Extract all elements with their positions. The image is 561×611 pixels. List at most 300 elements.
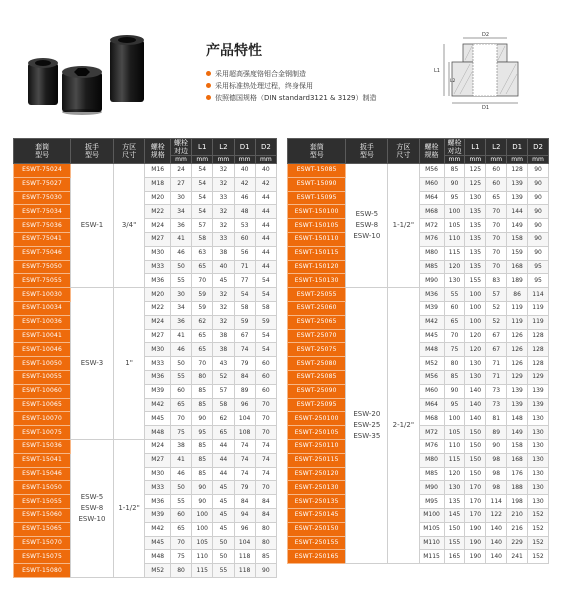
table-row xyxy=(14,191,277,205)
bolt-size-cell: M64 xyxy=(419,191,444,205)
l2-cell: 50 xyxy=(213,536,234,550)
across-flats-cell: 75 xyxy=(170,426,191,440)
l2-cell: 57 xyxy=(486,288,507,302)
socket-product-photo xyxy=(18,28,168,118)
socket-code-cell: ESWT-75050 xyxy=(14,260,71,274)
l2-cell: 71 xyxy=(486,370,507,384)
socket-code-cell: ESWT-15080 xyxy=(14,564,71,578)
d1-cell: 176 xyxy=(507,467,528,481)
d2-cell: 44 xyxy=(255,205,276,219)
socket-code-cell: ESWT-10055 xyxy=(14,370,71,384)
d1-cell: 198 xyxy=(507,495,528,509)
bolt-size-cell: M68 xyxy=(419,412,444,426)
bolt-size-cell: M48 xyxy=(145,550,170,564)
bullet-icon xyxy=(206,83,211,88)
d1-cell: 53 xyxy=(234,219,255,233)
l2-cell: 43 xyxy=(213,357,234,371)
table-row xyxy=(14,481,277,495)
table-row xyxy=(14,370,277,384)
across-flats-cell: 46 xyxy=(170,246,191,260)
l2-cell: 122 xyxy=(486,508,507,522)
dim-label-d1: D1 xyxy=(482,105,490,110)
l1-cell: 90 xyxy=(192,495,213,509)
across-flats-cell: 70 xyxy=(170,536,191,550)
l1-cell: 65 xyxy=(192,329,213,343)
d1-cell: 188 xyxy=(507,481,528,495)
d1-cell: 139 xyxy=(507,384,528,398)
d2-cell: 58 xyxy=(255,301,276,315)
table-row xyxy=(14,260,277,274)
l2-cell: 140 xyxy=(486,550,507,564)
l1-cell: 130 xyxy=(465,357,486,371)
table-row xyxy=(14,329,277,343)
l1-cell: 100 xyxy=(465,288,486,302)
across-flats-cell: 27 xyxy=(170,177,191,191)
l2-cell: 90 xyxy=(486,439,507,453)
bolt-size-cell: M33 xyxy=(145,481,170,495)
across-flats-cell: 90 xyxy=(444,384,465,398)
l2-cell: 33 xyxy=(213,191,234,205)
across-flats-cell: 105 xyxy=(444,219,465,233)
l1-cell: 100 xyxy=(465,315,486,329)
d1-cell: 139 xyxy=(507,398,528,412)
d1-cell: 159 xyxy=(507,246,528,260)
d1-cell: 79 xyxy=(234,481,255,495)
l2-cell: 58 xyxy=(213,398,234,412)
l1-cell: 57 xyxy=(192,219,213,233)
drive-size-cell: 3/4" xyxy=(113,164,145,288)
d2-cell: 90 xyxy=(528,205,549,219)
l2-cell: 44 xyxy=(213,453,234,467)
across-flats-cell: 50 xyxy=(170,357,191,371)
d1-cell: 128 xyxy=(507,164,528,178)
bolt-size-cell: M39 xyxy=(145,508,170,522)
d1-cell: 59 xyxy=(234,315,255,329)
bolt-size-cell: M76 xyxy=(419,232,444,246)
l1-cell: 54 xyxy=(192,205,213,219)
bolt-size-cell: M45 xyxy=(145,412,170,426)
l2-cell: 140 xyxy=(486,522,507,536)
l1-cell: 85 xyxy=(192,439,213,453)
l2-cell: 32 xyxy=(213,315,234,329)
unit-mm: mm xyxy=(486,156,507,164)
d2-cell: 70 xyxy=(255,398,276,412)
l1-cell: 150 xyxy=(465,426,486,440)
across-flats-cell: 115 xyxy=(444,453,465,467)
socket-code-cell: ESWT-150105 xyxy=(288,219,346,233)
l1-cell: 120 xyxy=(465,343,486,357)
l2-cell: 45 xyxy=(213,481,234,495)
socket-code-cell: ESWT-10050 xyxy=(14,357,71,371)
spec-table-left xyxy=(13,138,277,578)
d1-cell: 229 xyxy=(507,536,528,550)
l2-cell: 70 xyxy=(486,232,507,246)
l2-cell: 52 xyxy=(486,301,507,315)
d1-cell: 144 xyxy=(507,205,528,219)
d2-cell: 130 xyxy=(528,495,549,509)
d2-cell: 40 xyxy=(255,164,276,178)
d1-cell: 104 xyxy=(234,412,255,426)
l2-cell: 45 xyxy=(213,508,234,522)
bolt-size-cell: M22 xyxy=(145,301,170,315)
l1-cell: 135 xyxy=(465,205,486,219)
bolt-size-cell: M80 xyxy=(419,453,444,467)
d2-cell: 119 xyxy=(528,315,549,329)
l2-cell: 60 xyxy=(486,164,507,178)
bolt-size-cell: M80 xyxy=(419,246,444,260)
socket-code-cell: ESWT-250165 xyxy=(288,550,346,564)
d1-cell: 139 xyxy=(507,177,528,191)
feature-list xyxy=(206,68,377,104)
socket-code-cell: ESWT-250120 xyxy=(288,467,346,481)
d2-cell: 130 xyxy=(528,467,549,481)
dim-label-d2: D2 xyxy=(482,32,490,38)
l2-cell: 45 xyxy=(213,495,234,509)
l1-cell: 110 xyxy=(192,550,213,564)
socket-code-cell: ESWT-10046 xyxy=(14,343,71,357)
table-row xyxy=(14,177,277,191)
socket-code-cell: ESWT-250115 xyxy=(288,453,346,467)
l1-cell: 70 xyxy=(192,357,213,371)
l1-cell: 54 xyxy=(192,177,213,191)
table-row xyxy=(14,564,277,578)
d1-cell: 67 xyxy=(234,329,255,343)
bolt-size-cell: M39 xyxy=(419,301,444,315)
product-header xyxy=(0,0,561,138)
unit-mm: mm xyxy=(255,156,276,164)
d2-cell: 84 xyxy=(255,508,276,522)
unit-mm: mm xyxy=(192,156,213,164)
d1-cell: 168 xyxy=(507,260,528,274)
d1-cell: 148 xyxy=(507,412,528,426)
l1-cell: 54 xyxy=(192,164,213,178)
table-row xyxy=(14,343,277,357)
d1-cell: 210 xyxy=(507,508,528,522)
l1-cell: 140 xyxy=(465,384,486,398)
l1-cell: 80 xyxy=(192,370,213,384)
l2-cell: 81 xyxy=(486,412,507,426)
d1-cell: 40 xyxy=(234,164,255,178)
l1-cell: 150 xyxy=(465,467,486,481)
bolt-size-cell: M76 xyxy=(419,439,444,453)
bolt-size-cell: M36 xyxy=(145,274,170,288)
unit-mm: mm xyxy=(213,156,234,164)
across-flats-cell: 130 xyxy=(444,274,465,288)
drive-size-cell: 1-1/2" xyxy=(113,439,145,577)
bolt-size-cell: M45 xyxy=(145,536,170,550)
d1-cell: 48 xyxy=(234,205,255,219)
socket-code-cell: ESWT-250130 xyxy=(288,481,346,495)
across-flats-cell: 130 xyxy=(444,481,465,495)
unit-mm: mm xyxy=(234,156,255,164)
bolt-size-cell: M16 xyxy=(145,164,170,178)
table-row xyxy=(14,522,277,536)
d1-cell: 149 xyxy=(507,426,528,440)
l2-cell: 33 xyxy=(213,232,234,246)
col-header-l1: L1 xyxy=(465,139,486,156)
across-flats-cell: 41 xyxy=(170,232,191,246)
col-header-wrench: 扳手 型号 xyxy=(71,139,113,164)
d1-cell: 96 xyxy=(234,398,255,412)
d2-cell: 130 xyxy=(528,453,549,467)
l1-cell: 85 xyxy=(192,384,213,398)
d1-cell: 158 xyxy=(507,439,528,453)
d2-cell: 44 xyxy=(255,219,276,233)
bolt-size-cell: M39 xyxy=(145,384,170,398)
socket-code-cell: ESWT-15036 xyxy=(14,439,71,453)
across-flats-cell: 55 xyxy=(170,370,191,384)
across-flats-cell: 55 xyxy=(170,274,191,288)
d2-cell: 74 xyxy=(255,439,276,453)
across-flats-cell: 30 xyxy=(170,191,191,205)
l1-cell: 85 xyxy=(192,398,213,412)
across-flats-cell: 70 xyxy=(170,412,191,426)
bolt-size-cell: M48 xyxy=(419,343,444,357)
socket-code-cell: ESWT-10065 xyxy=(14,398,71,412)
bullet-icon xyxy=(206,71,211,76)
across-flats-cell: 115 xyxy=(444,246,465,260)
d1-cell: 168 xyxy=(507,453,528,467)
l1-cell: 70 xyxy=(192,274,213,288)
d1-cell: 46 xyxy=(234,191,255,205)
l1-cell: 120 xyxy=(465,329,486,343)
l2-cell: 65 xyxy=(213,426,234,440)
l2-cell: 70 xyxy=(486,246,507,260)
socket-code-cell: ESWT-75055 xyxy=(14,274,71,288)
across-flats-cell: 95 xyxy=(444,191,465,205)
bolt-size-cell: M20 xyxy=(145,191,170,205)
across-flats-cell: 95 xyxy=(444,398,465,412)
socket-code-cell: ESWT-15095 xyxy=(288,191,346,205)
unit-mm: mm xyxy=(444,156,465,164)
d2-cell: 152 xyxy=(528,508,549,522)
l1-cell: 105 xyxy=(192,536,213,550)
spec-table-right xyxy=(287,138,549,564)
socket-code-cell: ESWT-25070 xyxy=(288,329,346,343)
socket-code-cell: ESWT-75041 xyxy=(14,232,71,246)
d1-cell: 77 xyxy=(234,274,255,288)
l1-cell: 135 xyxy=(465,232,486,246)
l1-cell: 54 xyxy=(192,191,213,205)
socket-code-cell: ESWT-10030 xyxy=(14,288,71,302)
table-row xyxy=(14,550,277,564)
l2-cell: 32 xyxy=(213,177,234,191)
feature-item: 采用标准热处理过程，终身保用 xyxy=(206,80,377,92)
l2-cell: 40 xyxy=(213,260,234,274)
bolt-size-cell: M52 xyxy=(419,357,444,371)
d1-cell: 149 xyxy=(507,219,528,233)
col-header-bolt: 螺栓 规格 xyxy=(145,139,170,164)
bolt-size-cell: M42 xyxy=(145,522,170,536)
socket-code-cell: ESWT-25055 xyxy=(288,288,346,302)
table-row xyxy=(288,164,549,178)
col-header-drive: 方区 尺寸 xyxy=(113,139,145,164)
bolt-size-cell: M115 xyxy=(419,550,444,564)
d2-cell: 44 xyxy=(255,232,276,246)
feature-item: 依照德国规格（DIN standard3121 & 3129）制造 xyxy=(206,92,377,104)
bolt-size-cell: M36 xyxy=(419,288,444,302)
l2-cell: 44 xyxy=(213,467,234,481)
l2-cell: 67 xyxy=(486,343,507,357)
col-header-code: 套筒 型号 xyxy=(288,139,346,164)
col-header-af: 螺栓 对边 xyxy=(170,139,191,156)
table-row xyxy=(14,274,277,288)
d2-cell: 70 xyxy=(255,481,276,495)
bolt-size-cell: M90 xyxy=(419,274,444,288)
col-header-wrench: 扳手 型号 xyxy=(346,139,388,164)
l2-cell: 44 xyxy=(213,439,234,453)
bolt-size-cell: M100 xyxy=(419,508,444,522)
dim-label-l2: L2 xyxy=(450,79,456,84)
l1-cell: 85 xyxy=(192,453,213,467)
l2-cell: 60 xyxy=(486,177,507,191)
d1-cell: 126 xyxy=(507,329,528,343)
d2-cell: 44 xyxy=(255,191,276,205)
across-flats-cell: 34 xyxy=(170,205,191,219)
across-flats-cell: 41 xyxy=(170,329,191,343)
d1-cell: 189 xyxy=(507,274,528,288)
d1-cell: 119 xyxy=(507,315,528,329)
across-flats-cell: 55 xyxy=(170,495,191,509)
col-header-l2: L2 xyxy=(213,139,234,156)
across-flats-cell: 155 xyxy=(444,536,465,550)
socket-code-cell: ESWT-75046 xyxy=(14,246,71,260)
d2-cell: 74 xyxy=(255,467,276,481)
across-flats-cell: 120 xyxy=(444,467,465,481)
table-row xyxy=(14,246,277,260)
d1-cell: 74 xyxy=(234,439,255,453)
l2-cell: 32 xyxy=(213,164,234,178)
across-flats-cell: 24 xyxy=(170,164,191,178)
d1-cell: 139 xyxy=(507,191,528,205)
table-row xyxy=(14,439,277,453)
table-row xyxy=(14,232,277,246)
d1-cell: 58 xyxy=(234,301,255,315)
l2-cell: 32 xyxy=(213,301,234,315)
table-row xyxy=(14,164,277,178)
col-header-bolt: 螺栓 规格 xyxy=(419,139,444,164)
l1-cell: 62 xyxy=(192,315,213,329)
l1-cell: 130 xyxy=(465,191,486,205)
l1-cell: 170 xyxy=(465,481,486,495)
bolt-size-cell: M60 xyxy=(419,177,444,191)
across-flats-cell: 65 xyxy=(170,398,191,412)
d2-cell: 70 xyxy=(255,426,276,440)
feature-item: 采用超高强度铬钼合金钢制造 xyxy=(206,68,377,80)
l2-cell: 73 xyxy=(486,398,507,412)
bolt-size-cell: M60 xyxy=(419,384,444,398)
across-flats-cell: 50 xyxy=(170,260,191,274)
l2-cell: 57 xyxy=(213,384,234,398)
d2-cell: 54 xyxy=(255,329,276,343)
d2-cell: 130 xyxy=(528,439,549,453)
across-flats-cell: 55 xyxy=(444,288,465,302)
l1-cell: 135 xyxy=(465,219,486,233)
d1-cell: 129 xyxy=(507,370,528,384)
socket-code-cell: ESWT-15085 xyxy=(288,164,346,178)
bolt-size-cell: M68 xyxy=(419,205,444,219)
unit-mm: mm xyxy=(170,156,191,164)
col-header-d2: D2 xyxy=(255,139,276,156)
socket-code-cell: ESWT-25065 xyxy=(288,315,346,329)
l2-cell: 73 xyxy=(486,384,507,398)
l1-cell: 190 xyxy=(465,536,486,550)
bolt-size-cell: M90 xyxy=(419,481,444,495)
d2-cell: 85 xyxy=(255,550,276,564)
bolt-size-cell: M33 xyxy=(145,357,170,371)
l1-cell: 170 xyxy=(465,508,486,522)
wrench-model-cell: ESW-5 ESW-8 ESW-10 xyxy=(346,164,388,288)
bolt-size-cell: M85 xyxy=(419,260,444,274)
bolt-size-cell: M52 xyxy=(145,564,170,578)
d1-cell: 79 xyxy=(234,357,255,371)
d1-cell: 84 xyxy=(234,370,255,384)
across-flats-cell: 60 xyxy=(170,384,191,398)
socket-code-cell: ESWT-150120 xyxy=(288,260,346,274)
d2-cell: 90 xyxy=(528,191,549,205)
across-flats-cell: 85 xyxy=(444,370,465,384)
table-row xyxy=(14,301,277,315)
col-header-l1: L1 xyxy=(192,139,213,156)
bolt-size-cell: M24 xyxy=(145,439,170,453)
d2-cell: 152 xyxy=(528,536,549,550)
l2-cell: 50 xyxy=(213,550,234,564)
l1-cell: 140 xyxy=(465,398,486,412)
table-row xyxy=(14,357,277,371)
drive-size-cell: 2-1/2" xyxy=(388,288,419,564)
l1-cell: 130 xyxy=(465,370,486,384)
d1-cell: 74 xyxy=(234,467,255,481)
socket-code-cell: ESWT-10075 xyxy=(14,426,71,440)
l2-cell: 98 xyxy=(486,453,507,467)
l2-cell: 32 xyxy=(213,219,234,233)
d1-cell: 54 xyxy=(234,288,255,302)
across-flats-cell: 135 xyxy=(444,495,465,509)
bolt-size-cell: M24 xyxy=(145,219,170,233)
across-flats-cell: 34 xyxy=(170,301,191,315)
d1-cell: 118 xyxy=(234,550,255,564)
socket-code-cell: ESWT-250110 xyxy=(288,439,346,453)
l2-cell: 38 xyxy=(213,246,234,260)
bolt-size-cell: M30 xyxy=(145,246,170,260)
across-flats-cell: 46 xyxy=(170,467,191,481)
across-flats-cell: 36 xyxy=(170,315,191,329)
table-row xyxy=(14,288,277,302)
socket-code-cell: ESWT-75027 xyxy=(14,177,71,191)
d2-cell: 128 xyxy=(528,357,549,371)
socket-code-cell: ESWT-15055 xyxy=(14,495,71,509)
d2-cell: 54 xyxy=(255,274,276,288)
socket-code-cell: ESWT-10036 xyxy=(14,315,71,329)
col-header-d2: D2 xyxy=(528,139,549,156)
col-header-l2: L2 xyxy=(486,139,507,156)
d1-cell: 96 xyxy=(234,522,255,536)
socket-code-cell: ESWT-75036 xyxy=(14,219,71,233)
l2-cell: 98 xyxy=(486,481,507,495)
d2-cell: 129 xyxy=(528,370,549,384)
d1-cell: 74 xyxy=(234,343,255,357)
d2-cell: 95 xyxy=(528,260,549,274)
l2-cell: 52 xyxy=(213,370,234,384)
table-row xyxy=(14,536,277,550)
across-flats-cell: 41 xyxy=(170,453,191,467)
across-flats-cell: 120 xyxy=(444,260,465,274)
socket-code-cell: ESWT-25085 xyxy=(288,370,346,384)
socket-code-cell: ESWT-25060 xyxy=(288,301,346,315)
d1-cell: 71 xyxy=(234,260,255,274)
l2-cell: 140 xyxy=(486,536,507,550)
d2-cell: 74 xyxy=(255,453,276,467)
